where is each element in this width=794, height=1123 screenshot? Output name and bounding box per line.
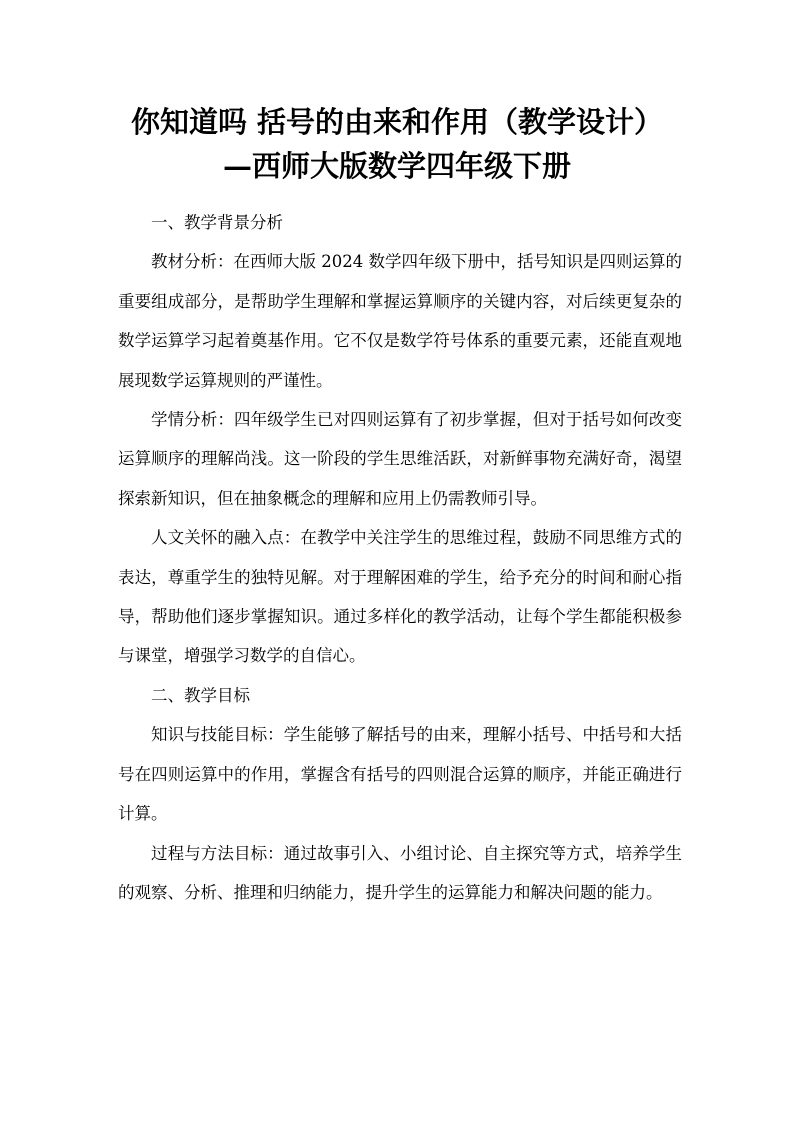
document-title-line-1: 你知道吗 括号的由来和作用（教学设计）: [130, 105, 664, 139]
document-title-line-2: —西师大版数学四年级下册: [222, 149, 571, 183]
section-heading-objectives: 二、教学目标: [151, 685, 250, 705]
paragraph-student-analysis: 学情分析：四年级学生已对四则运算有了初步掌握，但对于括号如何改变运算顺序的理解尚浅。这一阶段的学生思维活跃，对新鲜事物充满好奇，渴望探索新知识，但在抽象概念的理解和应用上仍需教师引导。: [118, 410, 682, 508]
paragraph-knowledge-skills: 知识与技能目标：学生能够了解括号的由来，理解小括号、中括号和大括号在四则运算中的作用，掌握含有括号的四则混合运算的顺序，并能正确进行计算。: [118, 725, 682, 824]
paragraph-textbook-analysis: 教材分析：在西师大版 2024 数学四年级下册中，括号知识是四则运算的重要组成部分，是帮助学生理解和掌握运算顺序的关键内容，对后续更复杂的数学运算学习起着奠基作用。它不仅是数学符号体系的重要元素，还能直观地展现数学运算规则的严谨性。: [118, 252, 682, 390]
paragraph-process-methods: 过程与方法目标：通过故事引入、小组讨论、自主探究等方式，培养学生的观察、分析、推理和归纳能力，提升学生的运算能力和解决问题的能力。: [118, 843, 682, 902]
section-heading-background: 一、教学背景分析: [151, 213, 283, 232]
paragraph-humanistic-care: 人文关怀的融入点：在教学中关注学生的思维过程，鼓励不同思维方式的表达，尊重学生的独特见解。对于理解困难的学生，给予充分的时间和耐心指导，帮助他们逐步掌握知识。通过多样化的教学活动，让每个学生都能积极参与课堂，增强学习数学的自信心。: [118, 528, 682, 666]
document-body: [118, 203, 682, 912]
